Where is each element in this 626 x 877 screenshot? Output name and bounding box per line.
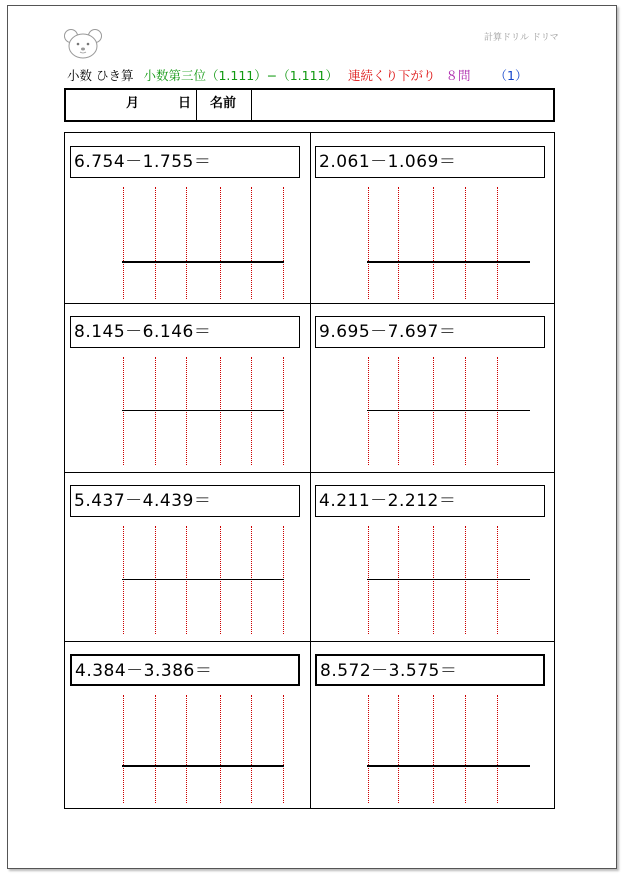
digit-guide-line bbox=[186, 357, 188, 465]
grid-divider bbox=[65, 303, 554, 304]
digit-guide-line bbox=[497, 357, 499, 465]
answer-line bbox=[122, 261, 284, 263]
digit-guide-line bbox=[186, 695, 188, 803]
day-label: 日 bbox=[178, 96, 192, 111]
grid-divider bbox=[65, 641, 554, 642]
problem-grid bbox=[64, 132, 555, 809]
digit-guide-line bbox=[465, 695, 467, 803]
digit-guide-line bbox=[433, 187, 435, 299]
digit-guide-line bbox=[368, 695, 370, 803]
digit-guide-line bbox=[186, 526, 188, 634]
problem-expression: 9.695－7.697＝ bbox=[315, 316, 545, 348]
digit-guide-line bbox=[251, 695, 253, 803]
brand-label: 計算ドリル ドリマ bbox=[484, 33, 559, 43]
problem-expression: 4.384－3.386＝ bbox=[70, 654, 300, 686]
digit-guide-line bbox=[220, 357, 222, 465]
answer-line bbox=[367, 410, 530, 411]
answer-line bbox=[367, 261, 530, 263]
answer-line bbox=[122, 410, 284, 411]
digit-guide-line bbox=[497, 695, 499, 803]
month-label: 月 bbox=[126, 96, 140, 111]
grid-divider bbox=[310, 133, 311, 808]
mouse-logo-icon bbox=[64, 28, 102, 60]
digit-guide-line bbox=[398, 187, 400, 299]
date-name-box bbox=[64, 88, 555, 122]
digit-guide-line bbox=[398, 695, 400, 803]
digit-guide-line bbox=[398, 526, 400, 634]
digit-guide-line bbox=[123, 357, 125, 465]
digit-guide-line bbox=[220, 526, 222, 634]
digit-guide-line bbox=[220, 187, 222, 299]
digit-guide-line bbox=[283, 695, 285, 803]
answer-line bbox=[122, 765, 284, 767]
title-part: （1） bbox=[494, 68, 528, 83]
digit-guide-line bbox=[155, 526, 157, 634]
digit-guide-line bbox=[123, 187, 125, 299]
worksheet-title bbox=[67, 66, 533, 84]
digit-guide-line bbox=[465, 526, 467, 634]
digit-guide-line bbox=[155, 695, 157, 803]
answer-line bbox=[367, 579, 530, 580]
digit-guide-line bbox=[465, 357, 467, 465]
digit-guide-line bbox=[433, 357, 435, 465]
title-part: 小数 ひき算 bbox=[67, 68, 134, 83]
problem-expression: 4.211－2.212＝ bbox=[315, 485, 545, 517]
digit-guide-line bbox=[368, 187, 370, 299]
problem-expression: 8.572－3.575＝ bbox=[315, 654, 545, 686]
digit-guide-line bbox=[251, 187, 253, 299]
digit-guide-line bbox=[497, 526, 499, 634]
divider bbox=[251, 90, 252, 120]
digit-guide-line bbox=[251, 357, 253, 465]
problem-expression: 5.437－4.439＝ bbox=[70, 485, 300, 517]
digit-guide-line bbox=[123, 526, 125, 634]
digit-guide-line bbox=[283, 357, 285, 465]
problem-expression: 6.754－1.755＝ bbox=[70, 146, 300, 178]
digit-guide-line bbox=[433, 695, 435, 803]
digit-guide-line bbox=[155, 187, 157, 299]
digit-guide-line bbox=[497, 187, 499, 299]
answer-line bbox=[367, 765, 530, 767]
digit-guide-line bbox=[368, 357, 370, 465]
grid-divider bbox=[65, 472, 554, 473]
title-part: ８問 bbox=[445, 68, 471, 83]
title-part: 小数第三位（1.111）−（1.111） bbox=[143, 68, 339, 83]
name-label: 名前 bbox=[210, 96, 237, 111]
digit-guide-line bbox=[251, 526, 253, 634]
problem-expression: 8.145－6.146＝ bbox=[70, 316, 300, 348]
digit-guide-line bbox=[220, 695, 222, 803]
digit-guide-line bbox=[283, 526, 285, 634]
digit-guide-line bbox=[433, 526, 435, 634]
problem-expression: 2.061－1.069＝ bbox=[315, 146, 545, 178]
digit-guide-line bbox=[283, 187, 285, 299]
digit-guide-line bbox=[398, 357, 400, 465]
digit-guide-line bbox=[123, 695, 125, 803]
divider bbox=[196, 90, 197, 120]
title-part: 連続くり下がり bbox=[348, 68, 436, 83]
digit-guide-line bbox=[368, 526, 370, 634]
digit-guide-line bbox=[155, 357, 157, 465]
digit-guide-line bbox=[186, 187, 188, 299]
answer-line bbox=[122, 579, 284, 580]
digit-guide-line bbox=[465, 187, 467, 299]
